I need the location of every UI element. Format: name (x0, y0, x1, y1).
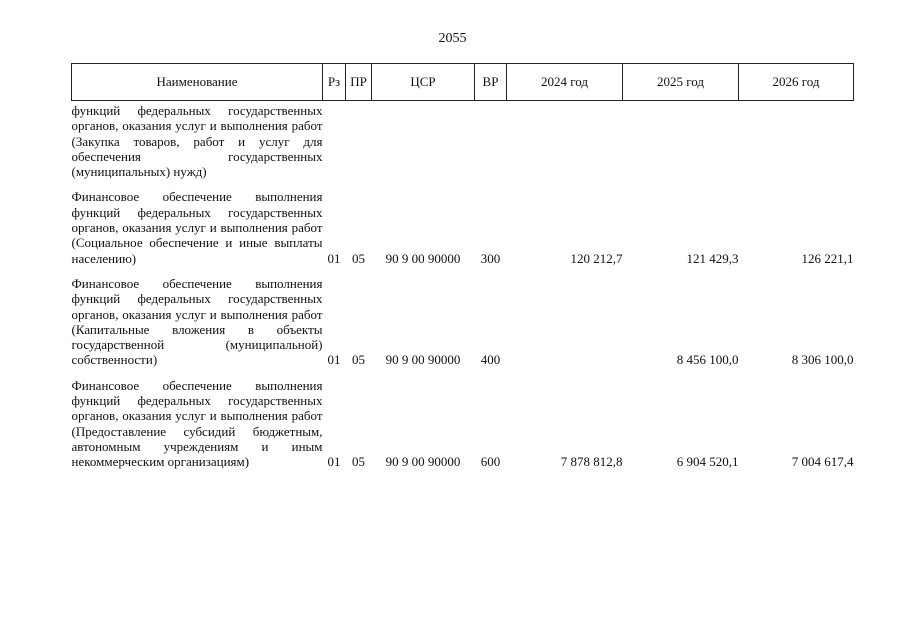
header-csr: ЦСР (372, 64, 475, 101)
header-2024: 2024 год (507, 64, 623, 101)
row-2026 (739, 101, 854, 180)
table-row (72, 179, 854, 265)
header-name: Наименование (72, 64, 323, 101)
row-rz: 01 (327, 352, 341, 368)
row-rz (323, 101, 346, 180)
row-2024: 7 878 812,8 (560, 454, 623, 470)
row-2024 (507, 266, 623, 368)
table-header-row (72, 64, 854, 101)
row-name: функций федеральных государственных органов, оказания услуг и выполнения работ (Закупка товаров, работ и услуг для обеспечения государственных (муниципальных) нужд) (71, 103, 323, 180)
table-row (72, 266, 854, 368)
row-name: Финансовое обеспечение выполнения функций федеральных государственных органов, оказания услуг и выполнения работ (Социальное обеспечение и иные выплаты населению) (71, 189, 323, 266)
row-name: Финансовое обеспечение выполнения функций федеральных государственных органов, оказания услуг и выполнения работ (Предоставление субсидий бюджетным, автономным учреждениям и иным некоммерческим организациям) (71, 377, 323, 470)
row-2026: 7 004 617,4 (791, 454, 854, 470)
row-csr: 90 9 00 90000 (385, 352, 461, 368)
row-vr: 400 (480, 352, 501, 368)
header-rz: Рз (323, 64, 346, 101)
row-pr (346, 101, 372, 180)
row-csr: 90 9 00 90000 (385, 454, 461, 470)
row-vr: 300 (480, 250, 501, 266)
row-name: Финансовое обеспечение выполнения функций федеральных государственных органов, оказания услуг и выполнения работ (Капитальные вложения в объекты государственной (муниципальной) собственности) (71, 275, 323, 368)
row-rz: 01 (327, 250, 341, 266)
budget-table (71, 63, 854, 470)
row-vr: 600 (480, 454, 501, 470)
table-row (72, 101, 854, 180)
row-2026: 8 306 100,0 (791, 352, 854, 368)
row-csr: 90 9 00 90000 (385, 250, 461, 266)
row-csr (372, 101, 475, 180)
row-pr: 05 (352, 352, 365, 368)
row-rz: 01 (327, 454, 341, 470)
row-2025: 121 429,3 (686, 250, 739, 266)
row-2025: 6 904 520,1 (676, 454, 739, 470)
header-2026: 2026 год (739, 64, 854, 101)
header-pr: ПР (346, 64, 372, 101)
header-vr: ВР (475, 64, 507, 101)
row-2025 (623, 101, 739, 180)
row-pr: 05 (352, 454, 365, 470)
header-2025: 2025 год (623, 64, 739, 101)
table-row (72, 368, 854, 470)
row-2026: 126 221,1 (801, 250, 854, 266)
row-vr (475, 101, 507, 180)
row-2025: 8 456 100,0 (676, 352, 739, 368)
row-2024 (507, 101, 623, 180)
page-number: 2055 (438, 31, 467, 46)
row-2024: 120 212,7 (570, 250, 623, 266)
row-pr: 05 (352, 250, 365, 266)
